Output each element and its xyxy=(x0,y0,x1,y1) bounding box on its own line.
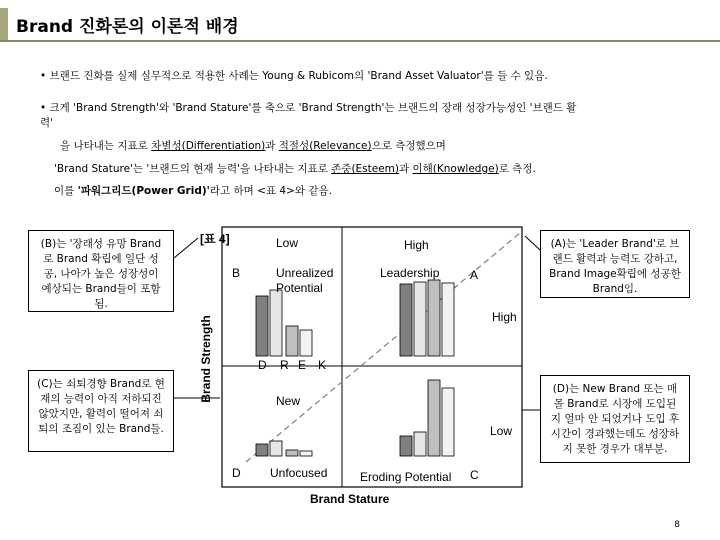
quadrant-b-letter: B xyxy=(232,266,241,280)
bar-new-d xyxy=(256,444,268,456)
top-high-label: High xyxy=(404,238,429,252)
term-relevance: 적절성(Relevance) xyxy=(278,140,372,152)
bar-leadership-e xyxy=(428,280,440,356)
callout-b: (B)는 '장래성 유망 Brand로 Brand 확립에 일단 성공, 나아가 높은 성장성이 예상되는 Brand들이 포함됨. xyxy=(28,230,174,312)
bar-eroding-e xyxy=(428,380,440,456)
text-segment: 이를 xyxy=(54,185,78,197)
term-esteem: 존중(Esteem) xyxy=(331,163,400,175)
bar-eroding-d xyxy=(400,436,412,456)
right-low-label: Low xyxy=(490,424,513,438)
text-segment: 라고 하며 <표 4>와 같음. xyxy=(209,185,332,197)
text-segment: 과 xyxy=(265,140,279,152)
bar-new-e xyxy=(286,450,298,456)
text-segment: 과 xyxy=(399,163,413,175)
bar-leadership-d xyxy=(400,284,412,356)
unrealized-potential-label: Unrealized Potential xyxy=(276,266,334,295)
term-knowledge: 이해(Knowledge) xyxy=(412,163,499,175)
bar-eroding-k xyxy=(442,388,454,456)
bar-label-r: R xyxy=(280,358,289,372)
new-label: New xyxy=(276,394,301,408)
quadrant-d-letter: D xyxy=(232,466,241,480)
x-axis-label: Brand Stature xyxy=(310,492,390,506)
text-segment: 'Brand Stature'는 '브랜드의 현재 능력'을 나타내는 지표로 xyxy=(54,163,332,175)
text-segment: 을 나타내는 지표로 xyxy=(60,140,152,152)
bullet-1: • 브랜드 진화를 실제 실무적으로 적용한 사례는 Young & Rubicom의 'Brand Asset Valuator'를 들 수 있음. xyxy=(40,70,548,82)
right-high-label: High xyxy=(492,310,517,324)
page-title: Brand 진화론의 이론적 배경 xyxy=(16,17,239,37)
bar-unrealized-d xyxy=(256,296,268,356)
bar-label-e: E xyxy=(298,358,307,372)
leadership-label: Leadership xyxy=(380,266,440,280)
bar-new-k xyxy=(300,451,312,456)
bar-eroding-r xyxy=(414,432,426,456)
bar-unrealized-e xyxy=(286,326,298,356)
text-segment: 으로 측정했으며 xyxy=(371,140,446,152)
callout-a: (A)는 'Leader Brand'로 브랜드 활력과 능력도 강하고, Brand Image확립에 성공한 Brand임. xyxy=(540,230,690,298)
text-segment: 로 측정. xyxy=(498,163,536,175)
eroding-potential-label: Eroding Potential xyxy=(360,470,452,484)
bar-label-k: K xyxy=(318,358,327,372)
bar-unrealized-k xyxy=(300,330,312,356)
y-axis-label: Brand Strength xyxy=(199,315,213,403)
bar-new-r xyxy=(270,441,282,456)
page-number: 8 xyxy=(674,520,680,530)
unfocused-label: Unfocused xyxy=(270,466,328,480)
table-label: [표 4] xyxy=(200,232,230,246)
term-power-grid: '파워그리드(Power Grid)' xyxy=(77,185,210,197)
callout-d: (D)는 New Brand 또는 매몰 Brand로 시장에 도입된 지 얼마 안 되었거나 도입 후 시간이 경과했는데도 성장하지 못한 경우가 대부분. xyxy=(540,375,690,463)
quadrant-a-letter: A xyxy=(470,268,479,282)
pointer-line-a xyxy=(525,236,540,250)
pointer-line-b xyxy=(174,238,198,258)
callout-c: (C)는 쇠퇴경향 Brand로 현재의 능력이 아직 저하되진 않았지만, 활력이 떨어져 쇠퇴의 조짐이 있는 Brand들. xyxy=(28,370,174,452)
term-differentiation: 차별성(Differentiation) xyxy=(151,140,266,152)
bar-leadership-r xyxy=(414,282,426,356)
bullet-2-line-1: • 크게 'Brand Strength'와 'Brand Stature'를 축으로 'Brand Strength'는 브랜드의 장래 성장가능성인 '브랜드 활 xyxy=(40,102,577,114)
quadrant-c-letter: C xyxy=(470,468,479,482)
top-low-label: Low xyxy=(276,236,299,250)
bar-leadership-k xyxy=(442,283,454,356)
bar-unrealized-r xyxy=(270,290,282,356)
bar-label-d: D xyxy=(258,358,267,372)
bullet-2-line-2: 력' xyxy=(40,117,54,129)
